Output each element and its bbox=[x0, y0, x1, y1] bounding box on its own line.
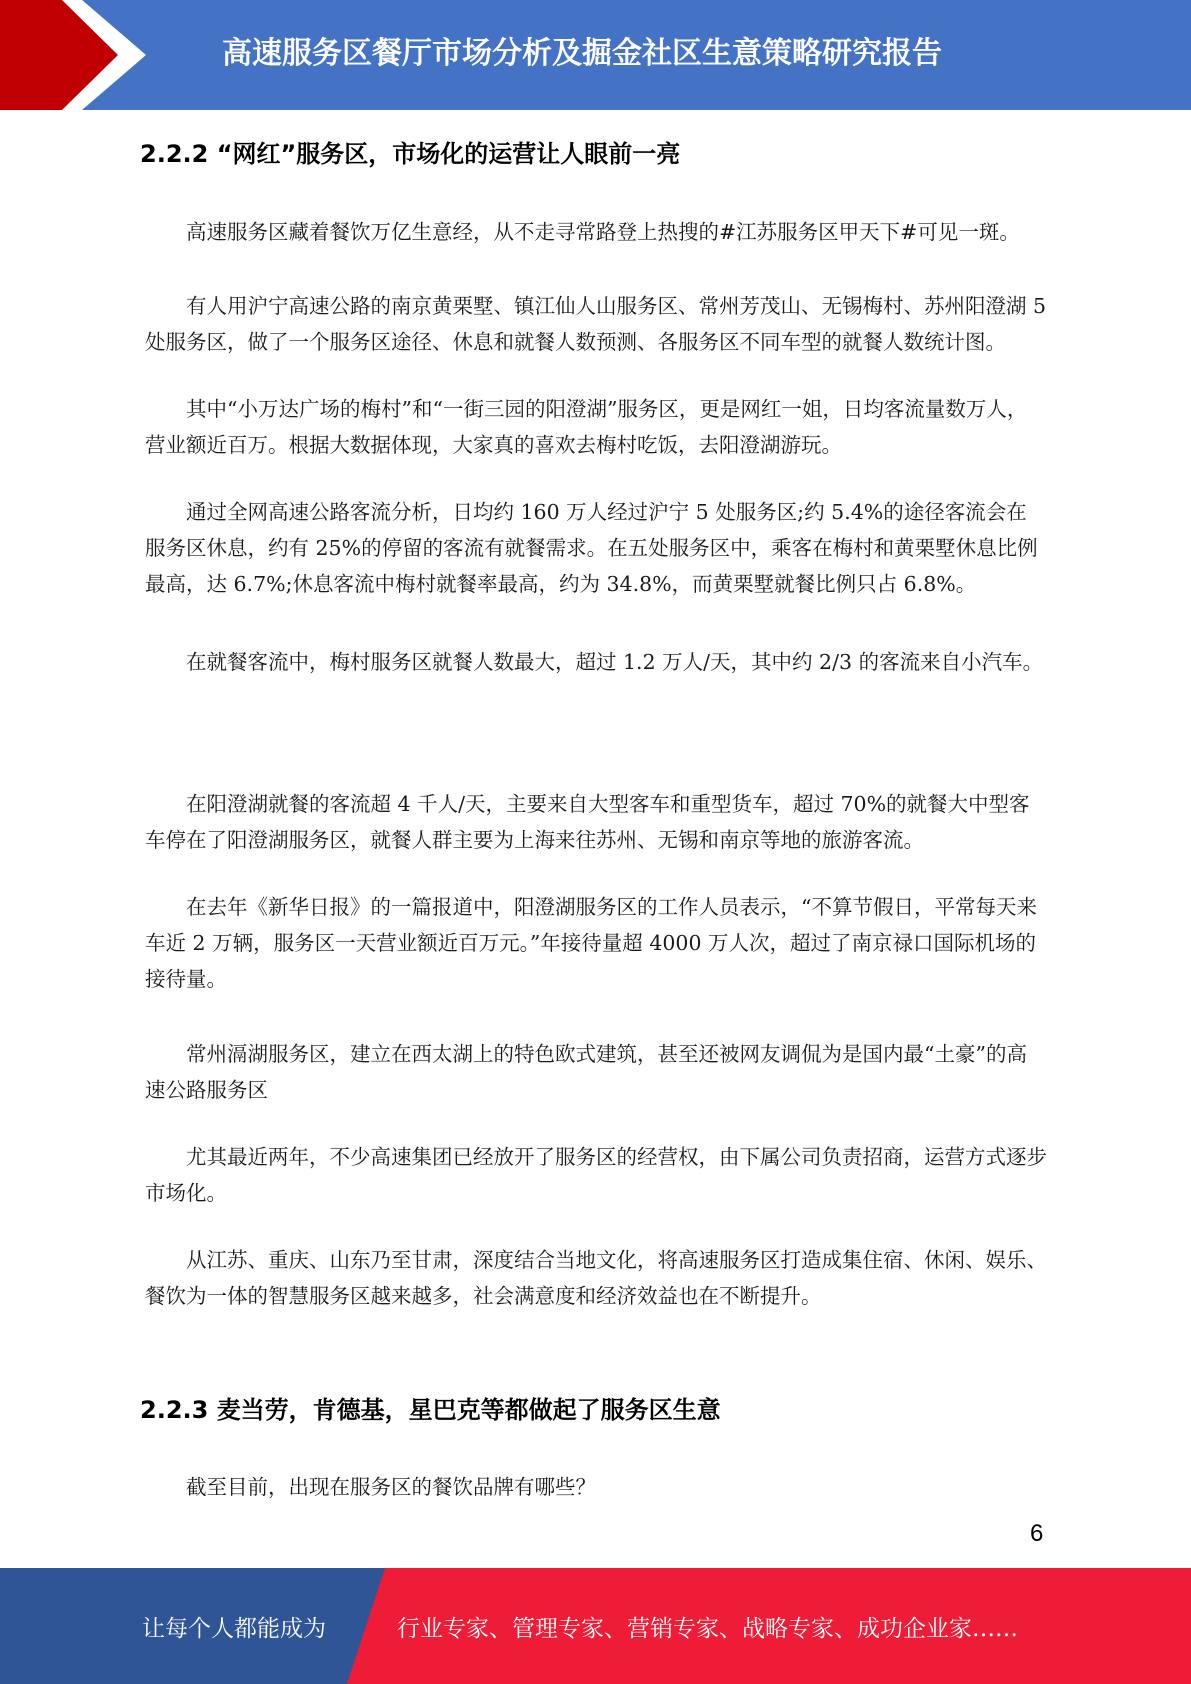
paragraph: 常州滆湖服务区，建立在西太湖上的特色欧式建筑，甚至还被网友调侃为是国内最“土豪”的高速公路服务区 bbox=[145, 1042, 1027, 1102]
paragraph: 有人用沪宁高速公路的南京黄栗墅、镇江仙人山服务区、常州芳茂山、无锡梅村、苏州阳澄湖 5 处服务区，做了一个服务区途径、休息和就餐人数预测、各服务区不同车型的就餐人数统计图。 bbox=[145, 294, 1047, 354]
footer-slogan-right: 行业专家、管理专家、营销专家、战略专家、成功企业家…… bbox=[397, 1616, 1018, 1642]
paragraph: 在阳澄湖就餐的客流超 4 千人/天，主要来自大型客车和重型货车，超过 70%的就餐大中型客车停在了阳澄湖服务区，就餐人群主要为上海来往苏州、无锡和南京等地的旅游客流。 bbox=[145, 792, 1030, 852]
paragraph: 在就餐客流中，梅村服务区就餐人数最大，超过 1.2 万人/天，其中约 2/3 的客流来自小汽车。 bbox=[186, 650, 1044, 674]
page-number: 6 bbox=[1030, 1520, 1044, 1547]
section-heading: 2.2.2 “网红”服务区，市场化的运营让人眼前一亮 bbox=[140, 140, 681, 168]
paragraph: 通过全网高速公路客流分析，日均约 160 万人经过沪宁 5 处服务区;约 5.4%的途径客流会在服务区休息，约有 25%的停留的客流有就餐需求。在五处服务区中，乘客在梅村和黄栗墅休息比例最高，达 6.7%;休息客流中梅村就餐率最高，约为 34.8%，而黄栗墅就餐比例只占 6.8%。 bbox=[145, 500, 1038, 596]
footer-slogan-left: 让每个人都能成为 bbox=[142, 1616, 326, 1642]
chevron-decoration-icon bbox=[0, 0, 160, 110]
paragraph: 尤其最近两年，不少高速集团已经放开了服务区的经营权，由下属公司负责招商，运营方式逐步市场化。 bbox=[145, 1145, 1047, 1205]
paragraph: 其中“小万达广场的梅村”和“一街三园的阳澄湖”服务区，更是网红一姐，日均客流量数万人，营业额近百万。根据大数据体现，大家真的喜欢去梅村吃饭，去阳澄湖游玩。 bbox=[145, 397, 1028, 457]
paragraph: 截至目前，出现在服务区的餐饮品牌有哪些？ bbox=[186, 1475, 596, 1499]
page-header bbox=[0, 0, 1191, 110]
page-footer bbox=[0, 1568, 1191, 1684]
section-heading: 2.2.3 麦当劳，肯德基，星巴克等都做起了服务区生意 bbox=[140, 1396, 721, 1424]
paragraph: 高速服务区藏着餐饮万亿生意经，从不走寻常路登上热搜的#江苏服务区甲天下#可见一斑。 bbox=[186, 220, 1020, 244]
report-title: 高速服务区餐厅市场分析及掘金社区生意策略研究报告 bbox=[222, 36, 942, 71]
paragraph: 从江苏、重庆、山东乃至甘肃，深度结合当地文化，将高速服务区打造成集住宿、休闲、娱乐、餐饮为一体的智慧服务区越来越多，社会满意度和经济效益也在不断提升。 bbox=[145, 1248, 1047, 1308]
paragraph: 在去年《新华日报》的一篇报道中，阳澄湖服务区的工作人员表示，“不算节假日，平常每天来车近 2 万辆，服务区一天营业额近百万元。”年接待量超 4000 万人次，超过了南京禄口国际机场的接待量。 bbox=[145, 895, 1037, 991]
